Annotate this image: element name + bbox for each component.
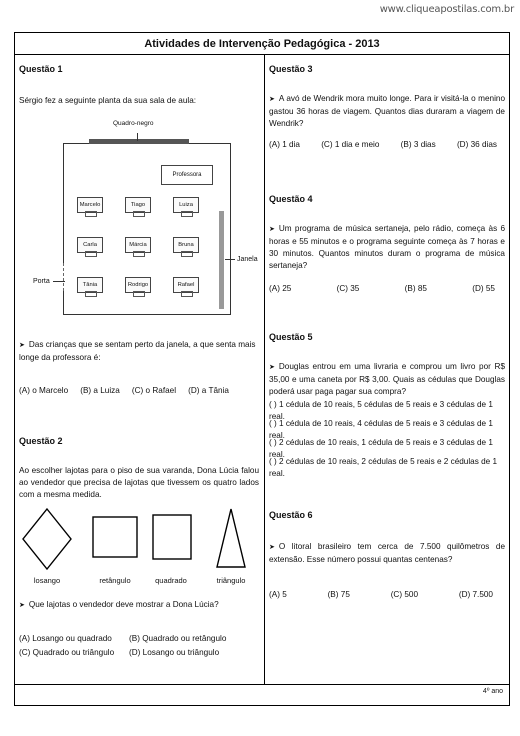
q1-question: ➤ Das crianças que se sentam perto da janela, a que senta mais longe da professora é:: [19, 340, 256, 362]
q1-heading: Questão 1: [19, 64, 63, 74]
site-url: www.cliqueapostilas.com.br: [379, 4, 514, 15]
q1-intro: Sérgio fez a seguinte planta da sua sala de aula:: [19, 96, 197, 105]
q2-heading: Questão 2: [19, 436, 63, 446]
arrow-bullet-icon: ➤: [19, 602, 25, 609]
q5-option-3[interactable]: ( ) 2 cédulas de 10 reais, 1 cédula de 5 reais e 3 cédulas de 1 real.: [269, 438, 493, 459]
rectangle-shape: [93, 517, 137, 557]
tile-shapes: [19, 505, 259, 585]
desk-rodrigo: Rodrigo: [125, 277, 151, 293]
q3-option-c[interactable]: (C) 1 dia e meio: [321, 140, 380, 149]
door-label: Porta: [33, 278, 50, 285]
q6-option-b[interactable]: (B) 75: [327, 590, 350, 599]
window: [219, 211, 224, 309]
blackboard-label: Quadro-negro: [113, 120, 154, 127]
q3-option-a[interactable]: (A) 1 dia: [269, 140, 300, 149]
q4-heading: Questão 4: [269, 194, 313, 204]
q5-option-2[interactable]: ( ) 1 cédula de 10 reais, 4 cédulas de 5 reais e 3 cédulas de 1 real.: [269, 419, 493, 440]
q2-option-a[interactable]: (A) Losango ou quadrado: [19, 634, 112, 643]
worksheet-title: Atividades de Intervenção Pedagógica - 2013: [15, 33, 509, 55]
desk-bruna: Bruna: [173, 237, 199, 253]
q3-text: ➤ A avó de Wendrik mora muito longe. Para ir visitá-la o menino gastou 36 horas de viagem. Quantos dias duraram a viagem de Wendrik?: [269, 94, 505, 128]
desk-marcia: Márcia: [125, 237, 151, 253]
q1-option-c[interactable]: (C) o Rafael: [131, 386, 177, 395]
triangle-shape: [217, 509, 245, 567]
classroom-plan: [33, 113, 261, 323]
q1-option-a[interactable]: (A) o Marcelo: [19, 386, 69, 395]
desk-luiza: Luiza: [173, 197, 199, 213]
window-label: Janela: [237, 256, 258, 263]
q3-options: [269, 139, 497, 151]
q5-heading: Questão 5: [269, 332, 313, 342]
q6-option-d[interactable]: (D) 7.500: [458, 590, 493, 599]
blackboard: [89, 139, 189, 144]
q5-options: [269, 399, 507, 478]
q4-option-a[interactable]: (A) 25: [269, 284, 292, 293]
label-quadrado: quadrado: [155, 576, 187, 585]
q3-heading: Questão 3: [269, 64, 313, 74]
arrow-bullet-icon: ➤: [269, 96, 275, 103]
q6-heading: Questão 6: [269, 510, 313, 520]
desk-tiago: Tiago: [125, 197, 151, 213]
label-retangulo: retângulo: [99, 576, 131, 585]
arrow-bullet-icon: ➤: [269, 544, 275, 551]
label-losango: losango: [33, 576, 61, 585]
arrow-bullet-icon: ➤: [19, 342, 25, 349]
desk-carla: Carla: [77, 237, 103, 253]
arrow-bullet-icon: ➤: [269, 364, 275, 371]
grade-label: 4º ano: [482, 688, 503, 695]
q1-option-b[interactable]: (B) a Luiza: [80, 386, 120, 395]
column-divider: [264, 55, 265, 684]
q5-option-4[interactable]: ( ) 2 cédulas de 10 reais, 2 cédulas de 5 reais e 2 cédulas de 1 real.: [269, 457, 498, 478]
q6-options: [269, 589, 493, 601]
desk-marcelo: Marcelo: [77, 197, 103, 213]
q2-option-d[interactable]: (D) Losango ou triângulo: [129, 648, 220, 657]
q3-option-b[interactable]: (B) 3 dias: [400, 140, 436, 149]
q2-text: Ao escolher lajotas para o piso de sua varanda, Dona Lúcia falou ao vendedor que precisa de lajotas que tivessem os quatro lados com a mesma medida.: [19, 466, 259, 499]
rhombus-shape: [23, 509, 71, 569]
q5-text: ➤ Douglas entrou em uma livraria e comprou um livro por R$ 35,00 e uma caneta por R$ 3,00. Quais as cédulas que Douglas poderá usar paga pagar sua compra?: [269, 362, 505, 396]
teacher-desk: Professora: [161, 165, 213, 185]
desk-tania: Tânia: [77, 277, 103, 293]
q3-option-d[interactable]: (D) 36 dias: [456, 140, 497, 149]
q5-option-1[interactable]: ( ) 1 cédula de 10 reais, 5 cédulas de 5 reais e 3 cédulas de 1 real.: [269, 400, 493, 421]
q4-option-d[interactable]: (D) 55: [472, 284, 495, 293]
desk-rafael: Rafael: [173, 277, 199, 293]
q4-option-c[interactable]: (C) 35: [336, 284, 360, 293]
q1-option-d[interactable]: (D) a Tânia: [188, 386, 229, 395]
q2-question: ➤ Que lajotas o vendedor deve mostrar a Dona Lúcia?: [19, 600, 219, 609]
q4-options: [269, 283, 495, 295]
q6-option-c[interactable]: (C) 500: [390, 590, 419, 599]
q2-option-c[interactable]: (C) Quadrado ou triângulo: [19, 648, 115, 657]
square-shape: [153, 515, 191, 559]
arrow-bullet-icon: ➤: [269, 226, 275, 233]
q6-option-a[interactable]: (A) 5: [269, 590, 287, 599]
footer-divider: [15, 684, 509, 685]
q2-option-b[interactable]: (B) Quadrado ou retângulo: [129, 634, 227, 643]
q6-text: ➤ O litoral brasileiro tem cerca de 7.500 quilômetros de extensão. Esse número possui quantas centenas?: [269, 542, 505, 564]
q1-options: [19, 385, 229, 397]
label-triangulo: triângulo: [216, 576, 246, 585]
worksheet: [14, 32, 510, 706]
q4-option-b[interactable]: (B) 85: [404, 284, 427, 293]
q4-text: ➤ Um programa de música sertaneja, pelo rádio, começa às 6 horas e 55 minutos e o programa seguinte começa às 7 horas e 30 minutos. Quantos minutos duram o programa de música sertaneja?: [269, 224, 505, 270]
